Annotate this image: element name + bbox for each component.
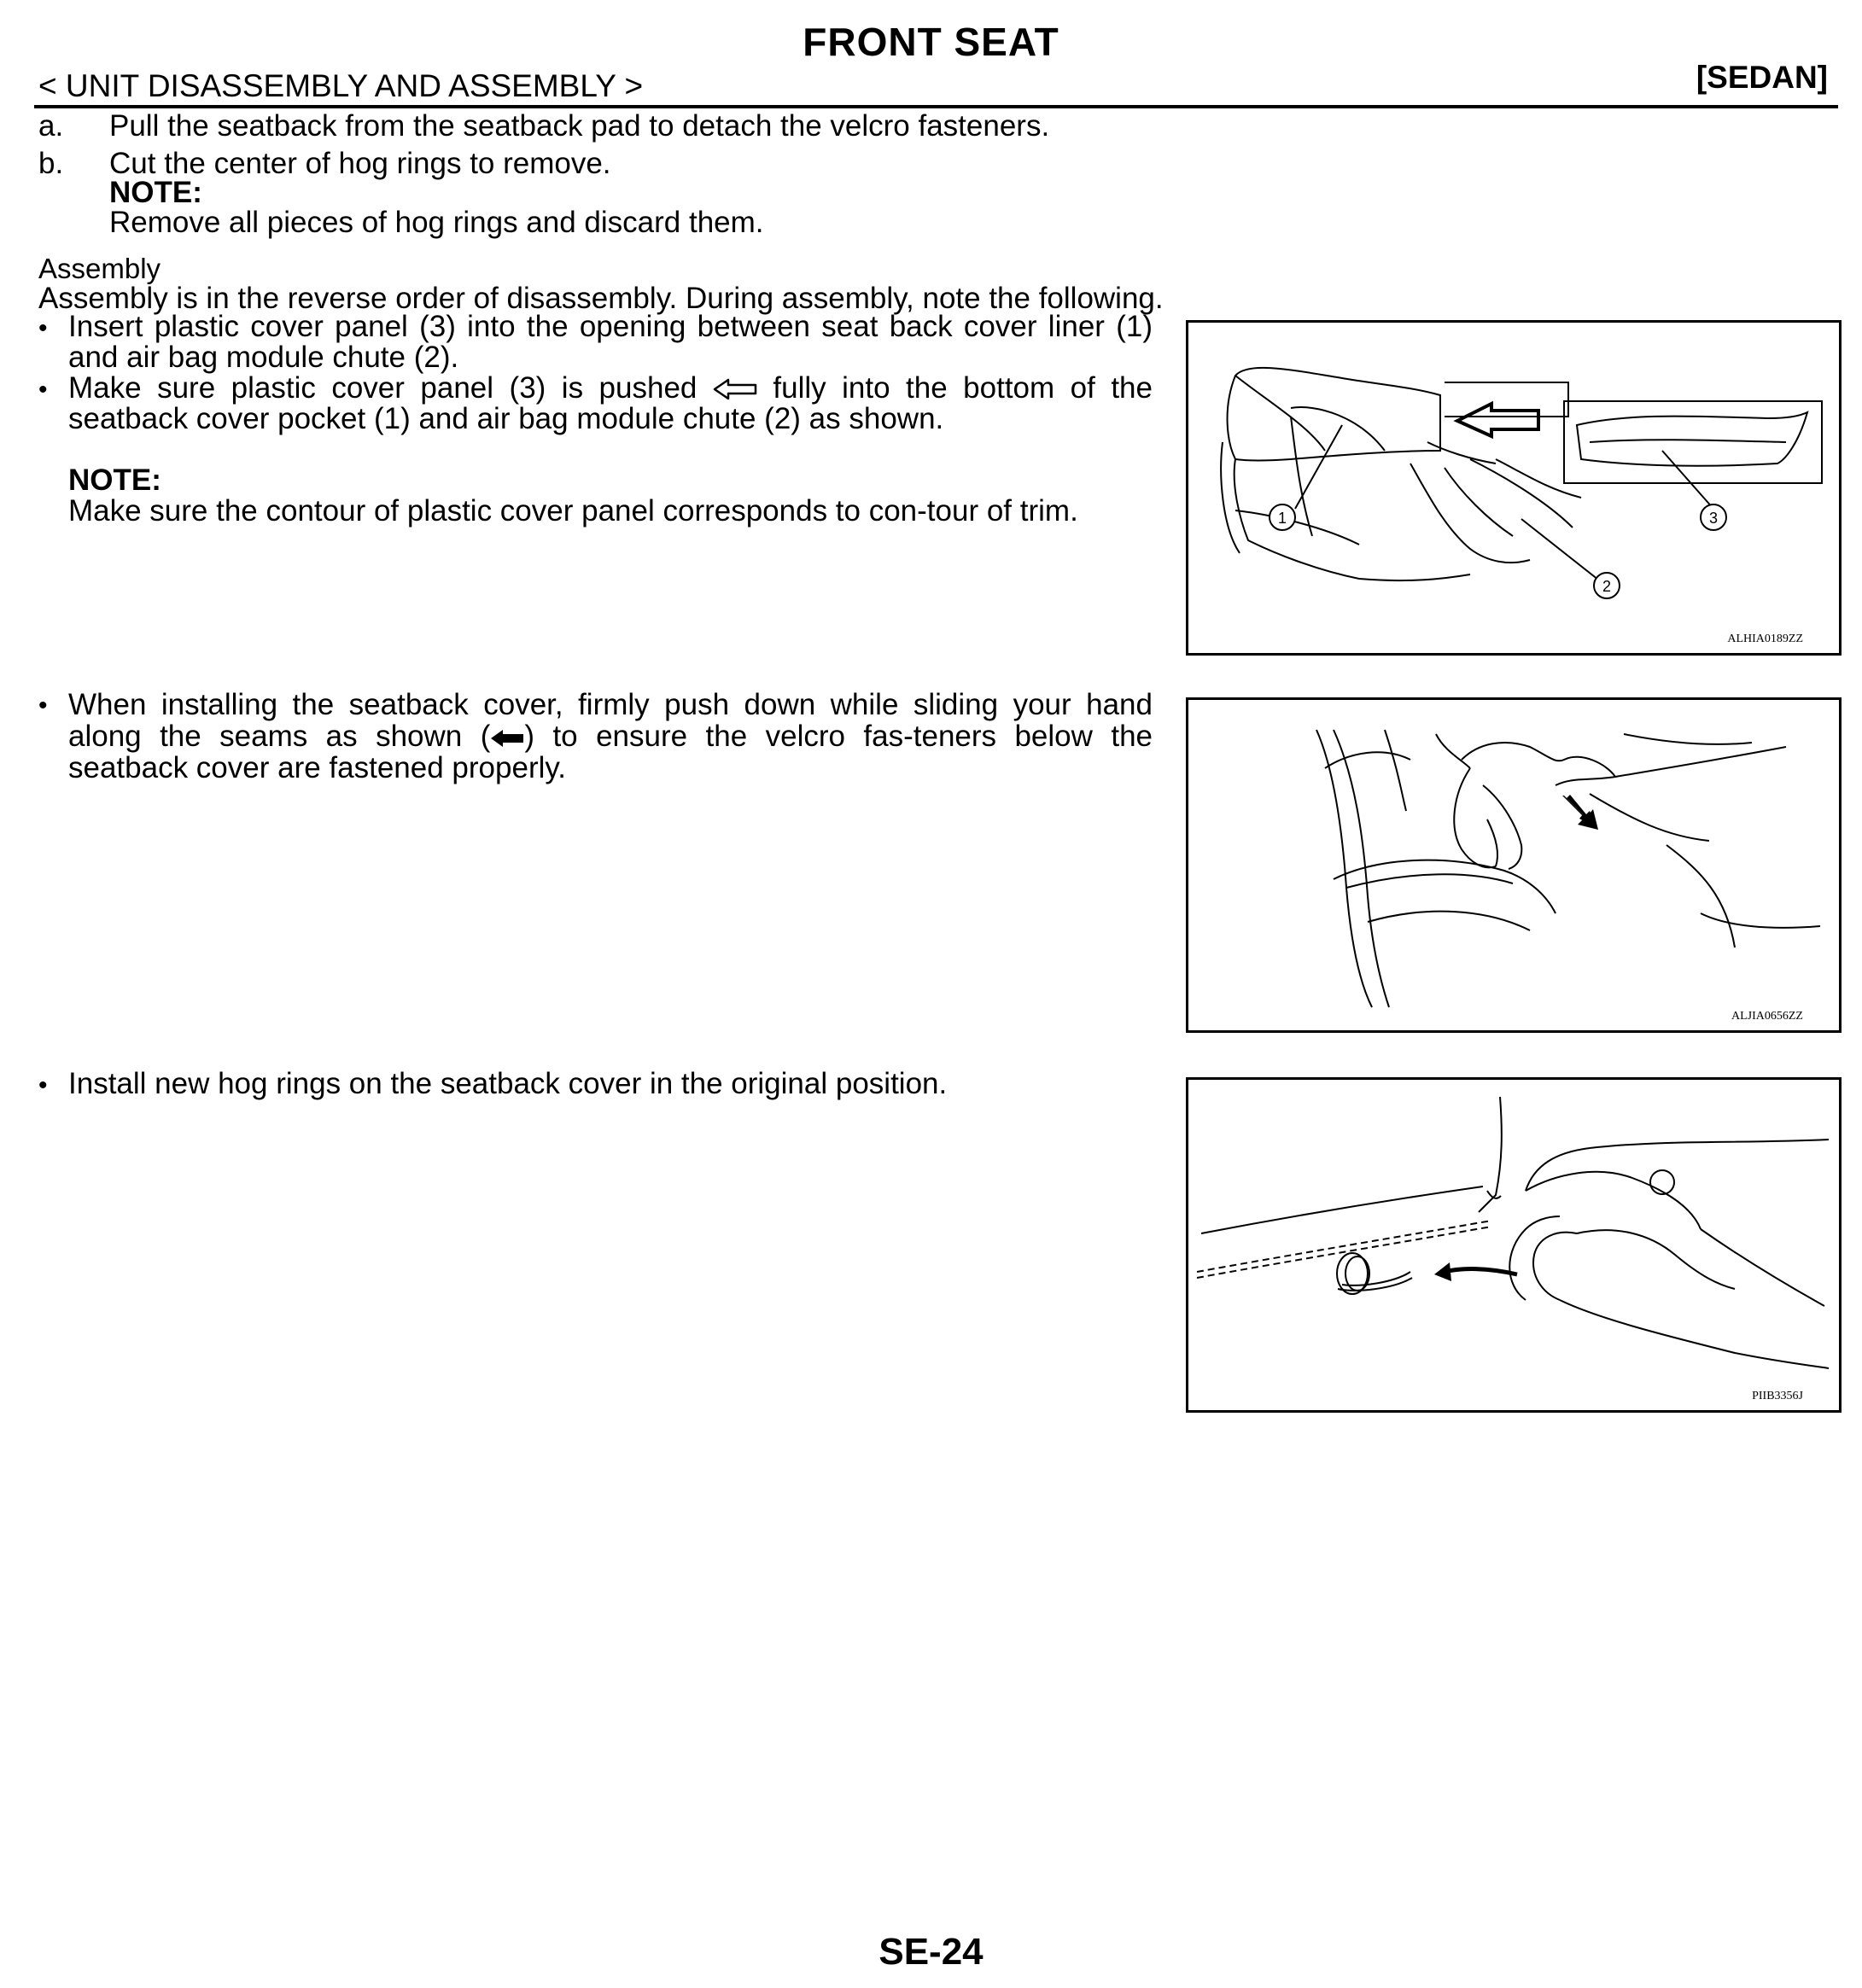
bullet-3-text-before: When installing the seatback cover, firmly push down while sliding your hand along the seams as shown ( [68,688,1153,753]
bullet-2-text-before: Make sure plastic cover panel (3) is pushed [68,371,698,405]
figure-3-illustration [1188,1080,1839,1410]
figure-2-id: ALJIA0656ZZ [1731,1010,1803,1023]
bullet-2-text-after: fully into the bottom of the seatback cover pocket (1) and air bag module chute (2) as shown. [68,371,1153,435]
bullet-dot: • [38,314,48,342]
bullet-3-text [68,689,1153,784]
bullet-3-text-after: ) to ensure the velcro fas-teners below the seatback cover are fastened properly. [68,720,1153,784]
step-b-text: Cut the center of hog rings to remove. [109,147,611,180]
assembly-heading: Assembly [38,253,161,284]
step-b-note-label: NOTE: [109,176,202,209]
figure-hog-ring-install [1186,1077,1842,1413]
bullet-2-text [68,373,1153,434]
bullet-2-note-text: Make sure the contour of plastic cover panel corresponds to con-tour of trim. [68,494,1078,528]
callout-1: 1 [1277,510,1287,527]
bullet-dot: • [38,376,48,404]
step-b-note-text: Remove all pieces of hog rings and discard them. [109,206,764,239]
page-title: FRONT SEAT [803,20,1059,64]
figure-plastic-cover-panel [1186,320,1842,656]
model-variant-label: [SEDAN] [1696,60,1828,95]
section-heading: < UNIT DISASSEMBLY AND ASSEMBLY > [38,68,644,103]
page-number: SE-24 [878,1931,984,1973]
assembly-intro: Assembly is in the reverse order of disassembly. During assembly, note the following. [38,282,1164,315]
figure-seatback-velcro [1186,697,1842,1033]
figure-3-id: PIIB3356J [1752,1390,1803,1402]
step-b-label: b. [38,147,64,180]
solid-left-arrow-icon [490,729,524,748]
step-a-text: Pull the seatback from the seatback pad to detach the velcro fasteners. [109,109,1050,143]
step-a-label: a. [38,109,64,143]
bullet-2-note-label: NOTE: [68,463,161,497]
figure-1-illustration [1188,323,1839,653]
figure-2-illustration [1188,700,1839,1030]
bullet-4-text: Install new hog rings on the seatback cover in the original position. [68,1067,948,1100]
header-divider [34,105,1838,108]
bullet-1-text: Insert plastic cover panel (3) into the opening between seat back cover liner (1) and air bag module chute (2). [68,310,1153,374]
callout-3: 3 [1708,510,1719,527]
bullet-dot: • [38,691,48,720]
figure-1-id: ALHIA0189ZZ [1727,633,1803,645]
callout-2: 2 [1602,578,1612,595]
bullet-dot: • [38,1071,48,1099]
hollow-left-arrow-icon [713,378,757,400]
